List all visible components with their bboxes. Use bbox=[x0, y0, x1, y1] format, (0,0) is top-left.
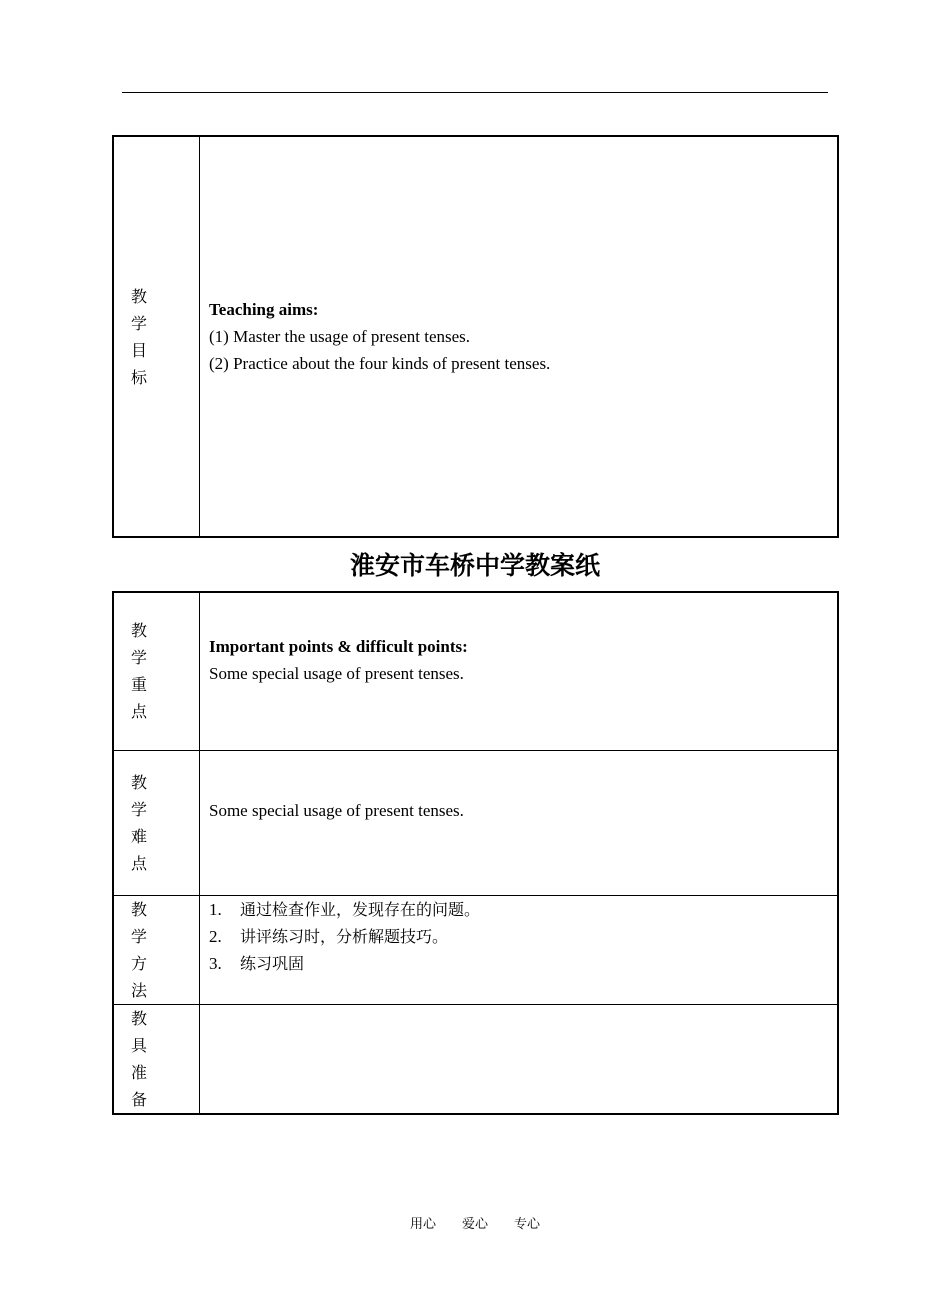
label-char: 学 bbox=[131, 648, 148, 668]
list-item-text: 讲评练习时，分析解题技巧。 bbox=[240, 926, 449, 946]
teaching-aims-content bbox=[200, 136, 839, 537]
teaching-methods-content bbox=[200, 895, 839, 1004]
footer bbox=[0, 1213, 950, 1232]
label-char: 教 bbox=[131, 1008, 148, 1028]
key-points-content bbox=[200, 592, 839, 750]
label-char: 目 bbox=[131, 340, 148, 360]
teaching-aids-content bbox=[200, 1004, 839, 1114]
label-char: 准 bbox=[131, 1062, 148, 1082]
footer-text: 专心 bbox=[514, 1217, 541, 1232]
list-item bbox=[209, 950, 837, 977]
list-item-text: 通过检查作业，发现存在的问题。 bbox=[240, 899, 481, 919]
label-char: 具 bbox=[131, 1035, 148, 1055]
label-char: 法 bbox=[131, 980, 148, 1000]
teaching-aids-label bbox=[113, 1004, 200, 1114]
list-item-number: 1. bbox=[209, 899, 222, 919]
label-char: 教 bbox=[131, 621, 148, 641]
label-char: 难 bbox=[131, 826, 148, 846]
teaching-aim-line: (2) Practice about the four kinds of present tenses. bbox=[209, 354, 551, 373]
label-char: 点 bbox=[131, 702, 148, 722]
lesson-plan-table bbox=[112, 591, 839, 1115]
list-item-number: 3. bbox=[209, 953, 222, 973]
key-points-heading: Important points & difficult points: bbox=[209, 637, 468, 656]
list-item-text: 练习巩固 bbox=[240, 953, 305, 973]
list-item-number: 2. bbox=[209, 926, 222, 946]
label-char: 方 bbox=[131, 953, 148, 973]
label-char: 点 bbox=[131, 853, 148, 873]
teaching-aim-line: (1) Master the usage of present tenses. bbox=[209, 327, 471, 346]
header-rule bbox=[122, 92, 828, 93]
label-char: 备 bbox=[131, 1089, 148, 1109]
teaching-aims-table bbox=[112, 135, 839, 538]
teaching-methods-label bbox=[113, 895, 200, 1004]
difficult-points-label bbox=[113, 750, 200, 895]
difficult-points-content bbox=[200, 750, 839, 895]
teaching-aims-heading: Teaching aims: bbox=[209, 300, 319, 319]
label-char: 学 bbox=[131, 313, 148, 333]
list-item bbox=[209, 923, 837, 950]
label-char: 教 bbox=[131, 899, 148, 919]
teaching-aims-label bbox=[113, 136, 200, 537]
key-points-label bbox=[113, 592, 200, 750]
footer-text: 爱心 bbox=[461, 1217, 488, 1232]
key-points-text: Some special usage of present tenses. bbox=[209, 664, 464, 683]
difficult-points-text: Some special usage of present tenses. bbox=[209, 800, 464, 820]
school-title: 淮安市车桥中学教案纸 bbox=[349, 551, 600, 580]
label-char: 教 bbox=[131, 772, 148, 792]
label-char: 重 bbox=[131, 675, 148, 695]
label-char: 教 bbox=[131, 286, 148, 306]
label-char: 标 bbox=[131, 367, 148, 387]
label-char: 学 bbox=[131, 799, 148, 819]
label-char: 学 bbox=[131, 926, 148, 946]
footer-text: 用心 bbox=[409, 1217, 436, 1232]
list-item bbox=[209, 896, 837, 923]
